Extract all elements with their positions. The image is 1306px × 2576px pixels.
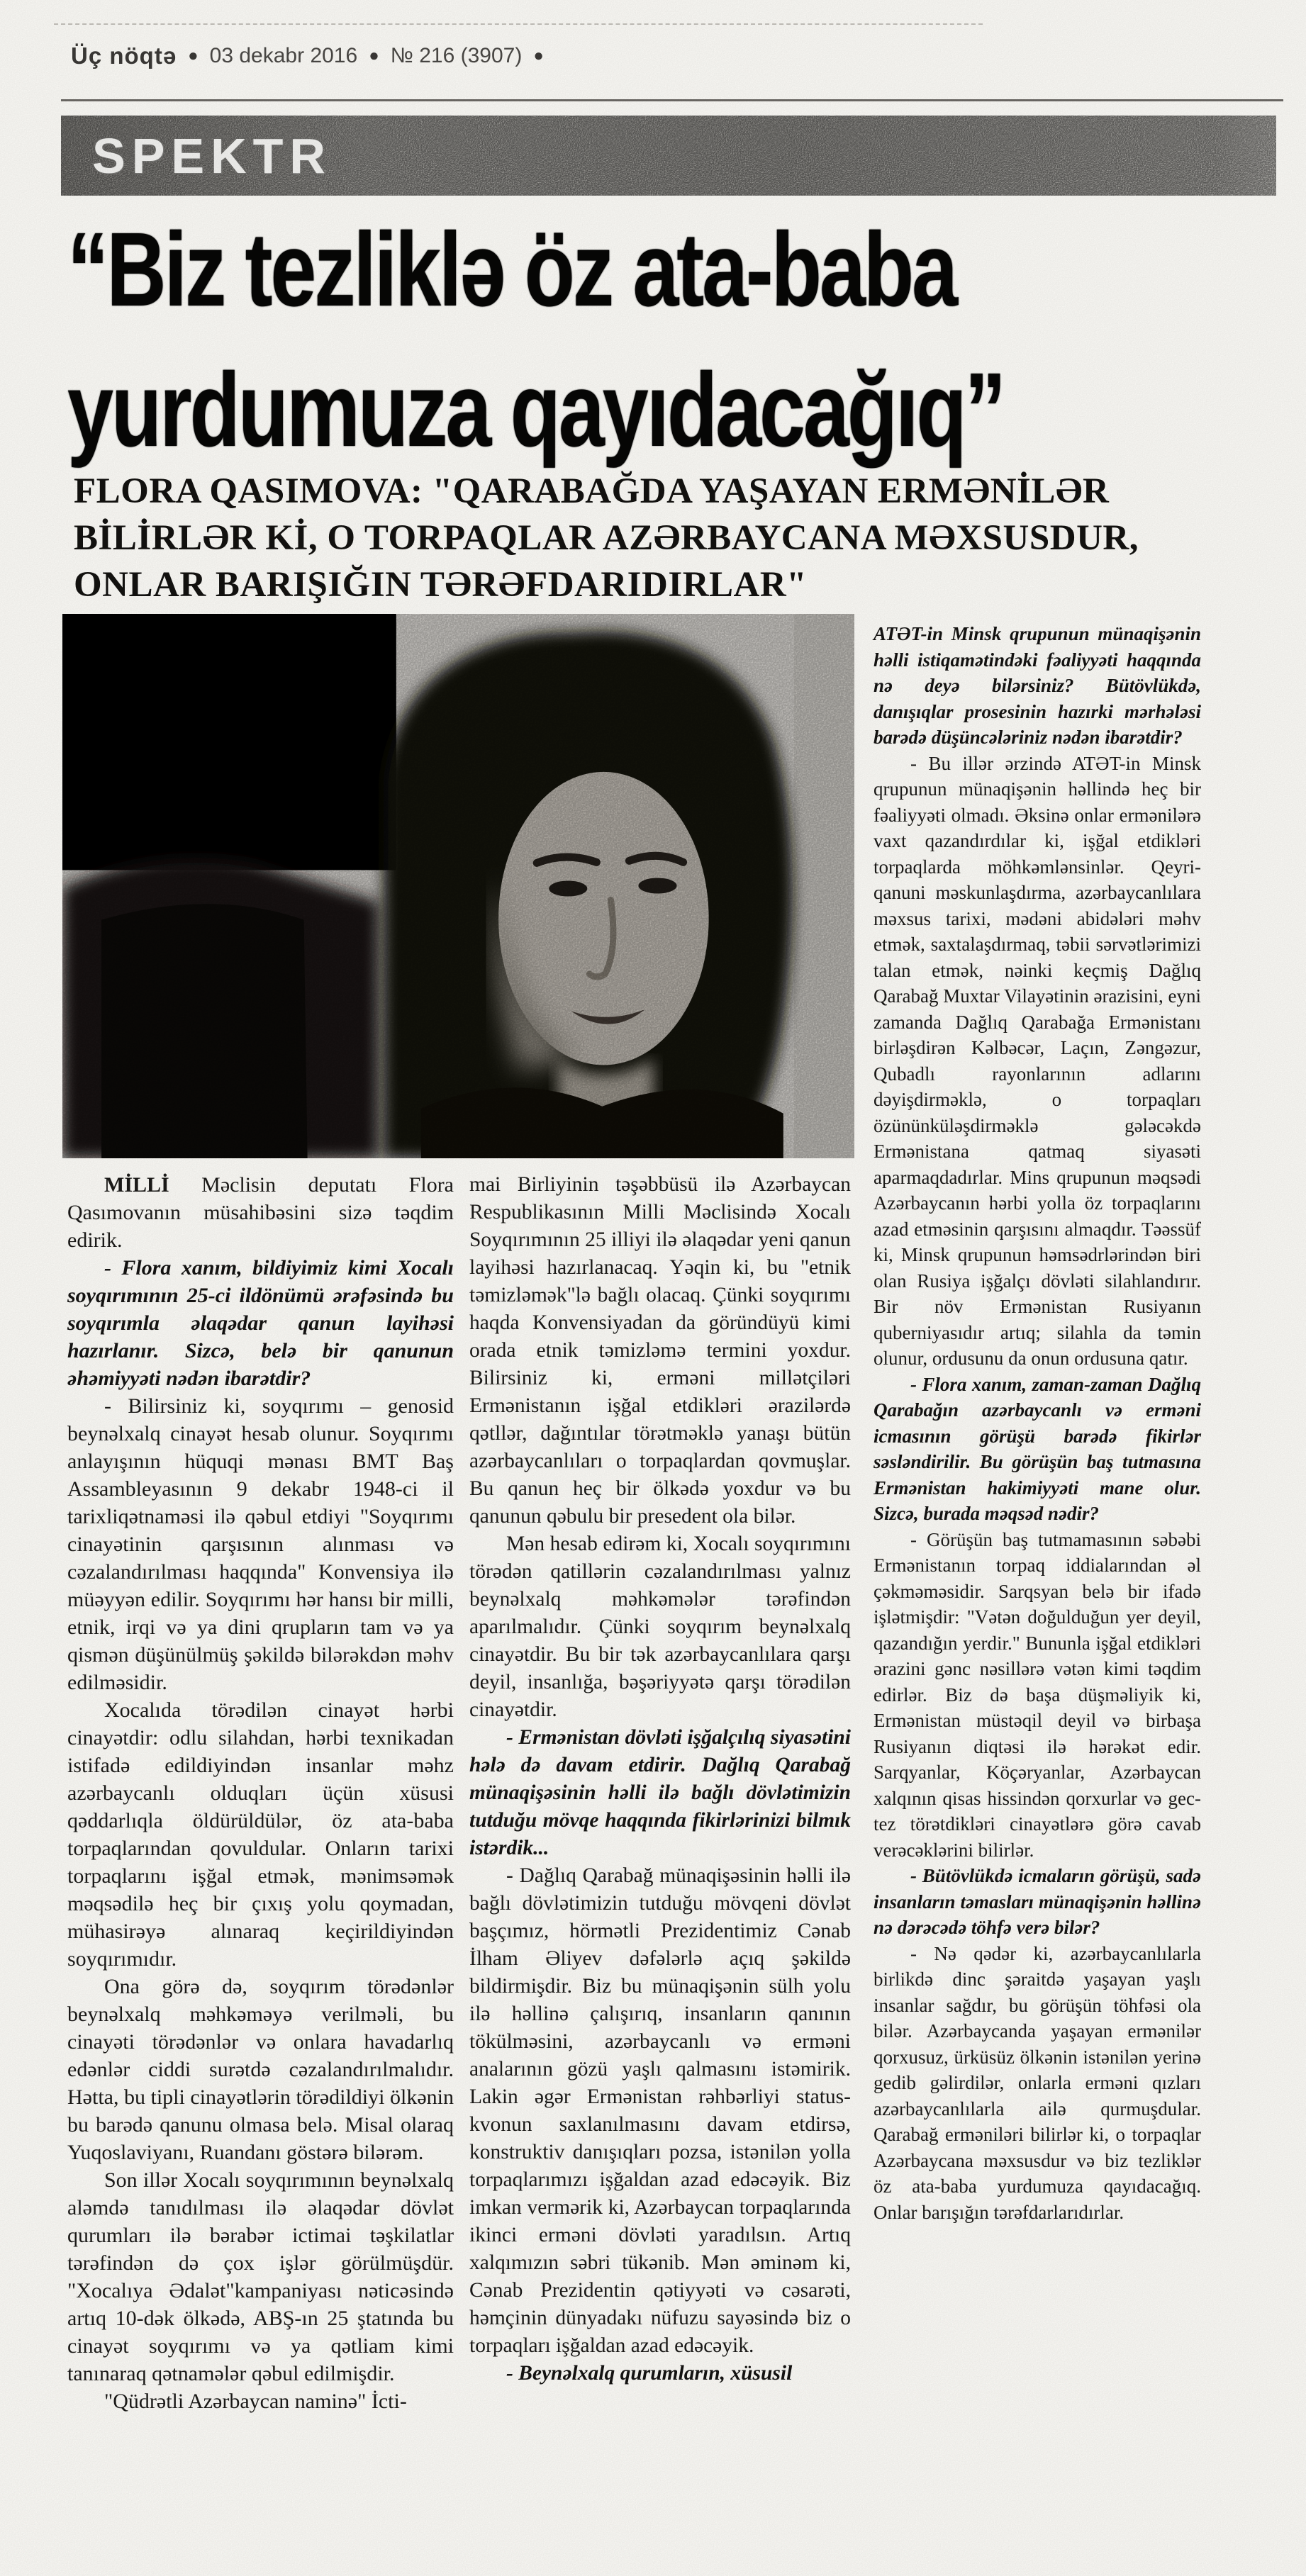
article-column-3 — [874, 621, 1201, 2225]
body-paragraph: - Dağlıq Qarabağ münaqişəsinin həlli ilə bağlı dövlətimizin tutduğu mövqeni dövlət başçımız, hörmətli Prezidentimiz Cənab İlham Əliyev dəfələrlə açıq şəkildə bildirmişdir. Biz bu münaqişənin sülh yolu ilə həllinə çalışırıq, insanların qanının tökülməsini, azərbaycanlı və erməni analarının gözü yaşlı qalmasını istəmirik. Lakin əgər Ermənistan rəhbərliyi status-kvonun saxlanılmasını davam etdirsə, konstruktiv danışıqları pozsa, istənilən yolla torpaqlarımızı işğaldan azad edəcəyik. Biz imkan vermərik ki, Azərbaycan torpaqlarında ikinci erməni dövləti yaradılsın. Artıq xalqımızın səbri tükənib. Mən əminəm ki, Cənab Prezidentin qətiyyəti və cəsarəti, həmçinin dünyadakı nüfuzu sayəsində biz o torpaqları işğaldan azad edəcəyik. — [469, 1864, 851, 2357]
body-paragraph: Son illər Xocalı soyqırımının beynəlxalq aləmdə tanıdılması ilə əlaqədar dövlət qurumları ilə bərabər ictimai təşkilatlar tərəfindən də çox işlər görülmüşdür. "Xocalıya Ədalət"kampaniyası nəticəsində artıq 10-dək ölkədə, ABŞ-ın 25 ştatında bu cinayət soyqırımı və ya qətliam kimi tanınaraq qətnamələr qəbul edilmişdir. — [67, 2168, 454, 2385]
interview-question: - Flora xanım, zaman-zaman Dağlıq Qarabağın azərbaycanlı və erməni icmasının görüşü barədə fikirlər səsləndirilir. Bu görüşün baş tutmasına Ermənistan hakimiyyəti mane olur. Sizcə, burada məqsəd nədir? — [874, 1373, 1201, 1524]
interview-question: ATƏT-in Minsk qrupunun münaqişənin həlli istiqamətindəki fəaliyyəti haqqında nə deyə bilərsiniz? Bütövlükdə, danışıqlar prosesinin hazırki mərhələsi barədə düşüncələriniz nədən ibarətdir? — [874, 623, 1201, 748]
separator-dot-icon: ● — [188, 46, 199, 65]
portrait-photo — [62, 614, 854, 1158]
separator-dot-icon: ● — [369, 46, 379, 65]
section-banner — [61, 116, 1276, 196]
headline-line-2: yurdumuza qayıdacağıq” — [67, 352, 1004, 469]
subheadline-line-3: ONLAR BARIŞIĞIN TƏRƏFDARIDIRLAR" — [74, 565, 808, 605]
headline — [67, 200, 1253, 481]
body-paragraph: Ona görə də, soyqırım törədənlər beynəlxalq məhkəməyə verilməli, bu cinayəti törədənlər və onlara havadarlıq edənlər ciddi surətdə cəzalandırılmalıdır. Hətta, bu tipli cinayətlərin törədildiyi ölkənin bu barədə qanunu olmasa belə. Misal olaraq Yuqoslaviyanı, Ruandanı göstərə bilərəm. — [67, 1975, 454, 2164]
masthead — [71, 43, 544, 69]
section-label: SPEKTR — [92, 128, 332, 184]
masthead-rule — [61, 99, 1283, 101]
portrait-photo-image — [62, 614, 854, 1158]
issue-number: № 216 (3907) — [390, 44, 523, 67]
body-paragraph: Xocalıda törədilən cinayət hərbi cinayətdir: odlu silahdan, hərbi texnikadan istifadə edildiyindən insanlar məhz azərbaycanlı olduqları üçün xüsusi qəddarlıqla öldürüldülər, öz ata-baba torpaqlarından qovuldular. Onların tarixi torpaqlarını işğal etmək, mənimsəmək məqsədilə heç bir çıxış yolu qoymadan, mühasirəyə alınaraq keçirildiyindən soyqırımıdır. — [67, 1698, 454, 1971]
subheadline-line-1: FLORA QASIMOVA: "QARABAĞDA YAŞAYAN ERMƏNİLƏR — [74, 471, 1110, 511]
body-paragraph: - Bu illər ərzində ATƏT-in Minsk qrupunun münaqişənin həllində heç bir fəaliyyəti olmadı. Əksinə onlar ermənilərə vaxt qazandırdılar ki, işğal etdikləri torpaqlarda möhkəmlənsinlər. Qeyri-qanuni məskunlaşdırma, azərbaycanlılara məxsus tarixi, mədəni abidələri məhv etmək, saxtalaşdırmaq, təbii sərvətlərimizi talan etmək, nəinki keçmiş Dağlıq Qarabağ Muxtar Vilayətinin ərazisini, eyni zamanda Dağlıq Qarabağa Ermənistanı birləşdirən Kəlbəcər, Laçın, Zəngəzur, Qubadlı rayonlarının adlarını dəyişdirməklə, o torpaqları özününküləşdirməklə gələcəkdə Ermənistana qatmaq siyasəti aparmaqdadırlar. Mins qrupunun məqsədi Azərbaycanın hərbi yolla öz torpaqlarını azad etməsinin qarşısını almaqdır. Təəssüf ki, Minsk qrupunun həmsədrlərindən biri olan Rusiya işğalçı dövləti silahlandırır. Bir növ Ermənistan Rusiyanın quberniyasıdır artıq; silahla da təmin olunur, ordusunu da onun ordusuna qatır. — [874, 752, 1201, 1369]
body-paragraph: MİLLİ Məclisin deputatı Flora Qasımovanın müsahibəsini sizə təqdim edirik. — [67, 1173, 454, 1252]
article-column-2 — [469, 1171, 851, 2387]
separator-dot-icon: ● — [533, 46, 544, 65]
body-paragraph: "Qüdrətli Azərbaycan naminə" İcti- — [104, 2390, 407, 2413]
interview-question: - Flora xanım, bildiyimiz kimi Xocalı soyqırımının 25-ci ildönümü ərəfəsində bu soyqırımla əlaqədar qanun layihəsi hazırlanır. Sizcə, belə bir qanunun əhəmiyyəti nədən ibarətdir? — [67, 1256, 454, 1390]
body-paragraph: - Bilirsiniz ki, soyqırımı – genosid beynəlxalq cinayət hesab olunur. Soyqırımı anlayışının hüquqi mənası BMT Baş Assambleyasının 9 dekabr 1948-ci il tarixliqətnaməsi ilə qəbul etdiyi "Soyqırımı cinayətinin qarşısının alınması və cəzalandırılması haqqında" Konvensiya ilə müəyyən edilir. Soyqırımı hər hansı bir milli, etnik, irqi və ya dini qrupların tam və ya qismən düşünülmüş şəkildə bilərəkdən məhv edilməsidir. — [67, 1394, 454, 1694]
interview-question: - Beynəlxalq qurumların, xüsusil — [506, 2362, 793, 2385]
body-paragraph: - Nə qədər ki, azərbaycanlılarla birlikdə dinc şəraitdə yaşayan yaşlı insanlar sağdır, bu görüşün töhfəsi ola bilər. Azərbaycanda yaşayan ermənilər qorxusuz, ürküsüz ölkənin istənilən yerinə gedib gəlirdilər, onlarla erməni qızları azərbaycanlılarla ailə qurmuşdular. Qarabağ erməniləri bilirlər ki, o torpaqlar Azərbaycana məxsusdur və biz tezliklər öz ata-baba yurdumuza qayıdacağıq. Onlar barışığın tərəfdarlarıdırlar. — [874, 1942, 1201, 2223]
paragraph-lead-word: MİLLİ — [104, 1173, 169, 1197]
subheadline — [74, 468, 1180, 608]
article-column-1 — [67, 1171, 454, 2415]
top-dashed-rule — [54, 23, 983, 25]
interview-question: - Ermənistan dövləti işğalçılıq siyasətini hələ də davam etdirir. Dağlıq Qarabağ münaqişəsinin həlli ilə bağlı dövlətimizin tutduğu mövqe haqqında fikirlərinizi bilmık istərdik... — [469, 1726, 851, 1859]
subheadline-line-2: BİLİRLƏR Kİ, O TORPAQLAR AZƏRBAYCANA MƏXSUSDUR, — [74, 518, 1139, 558]
body-paragraph: - Görüşün baş tutmamasının səbəbi Ermənistanın torpaq iddialarından əl çəkməməsidir. Sarqsyan belə bir ifadə işlətmişdir: "Vətən doğulduğun yer deyil, qazandığın yerdir." Bununla işğal etdikləri ərazini gənc nəsillərə vətən kimi təqdim edirlər. Biz də başa düşməliyik ki, Ermənistan müstəqil deyil və birbaşa Rusiyanın diqtəsi ilə hərəkət edir. Sarqyanlar, Köçəryanlar, Azərbaycan xalqının qisas hissindən qorxurlar və gec-tez törətdikləri cinayətlərə görə cavab verəcəklərini bilirlər. — [874, 1528, 1201, 1861]
issue-date: 03 dekabr 2016 — [209, 44, 358, 67]
interview-question: - Bütövlükdə icmaların görüşü, sadə insanların təmasları münaqişənin həllinə nə dərəcədə töhfə verə bilər? — [874, 1865, 1201, 1938]
body-paragraph: Mən hesab edirəm ki, Xocalı soyqırımını törədən qatillərin cəzalandırılması yalnız beynəlxalq məhkəmələr tərəfindən aparılmalıdır. Çünki soyqırım beynəlxalq cinayətdir. Bu bir tək azərbaycanlılara qarşı deyil, insanlığa, bəşəriyyətə qarşı törədilən cinayətdir. — [469, 1533, 851, 1721]
body-paragraph: mai Birliyinin təşəbbüsü ilə Azərbaycan Respublikasının Milli Məclisində Xocalı Soyqırımının 25 illiyi ilə əlaqədar yeni qanun layihəsi hazırlanacaq. Yəqin ki, bu "etnik təmizləmək"lə bağlı olacaq. Çünki soyqırımı haqda Konvensiyadan da göründüyü kimi orada etnik təmizləmə termini yoxdur. Bilirsiniz ki, erməni millətçiləri Ermənistanın işğal etdikləri ərazilərdə qətllər, dağıntılar törətməklə yanaşı bütün azərbaycanlıları o torpaqlardan qovmuşlar. Bu qanun heç bir ölkədə yoxdur və bu qanunun qəbulu bir presedent ola bilər. — [469, 1173, 851, 1528]
paper-name: Üç nöqtə — [71, 43, 177, 69]
headline-line-1: “Biz tezliklə öz ata-baba — [67, 211, 956, 328]
